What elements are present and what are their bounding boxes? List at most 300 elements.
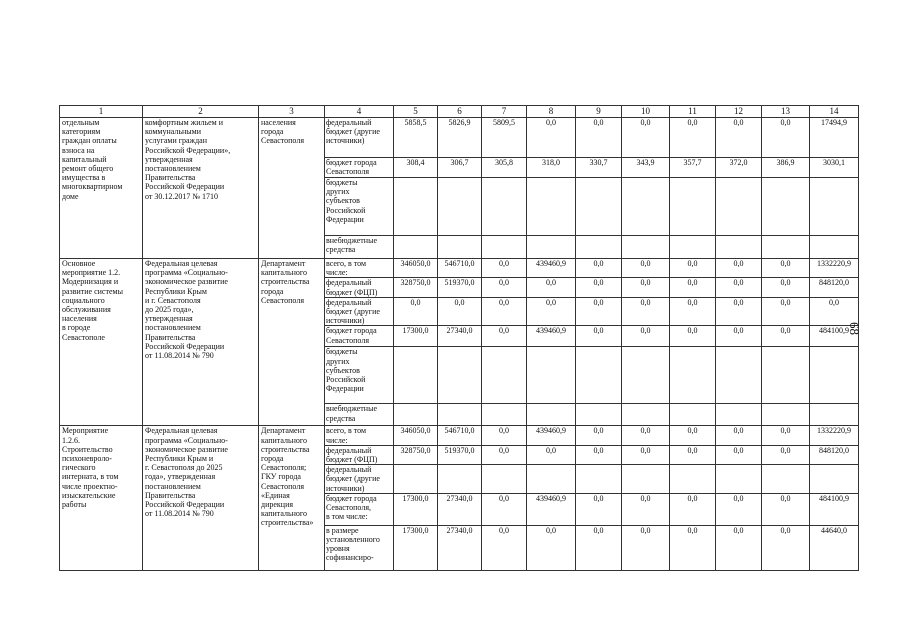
text-line: Российской Федерации <box>145 182 225 192</box>
amount-cell: 0,0 <box>482 297 527 326</box>
table-row <box>60 118 859 158</box>
amount-cell: 328750,0 <box>394 278 438 297</box>
amount-cell <box>716 236 762 259</box>
text-line: коммунальными <box>145 127 201 137</box>
text-line: других <box>326 356 350 366</box>
header-cell: 6 <box>438 106 482 118</box>
amount-cell: 0,0 <box>762 278 810 297</box>
text-line: в том числе: <box>326 512 368 522</box>
text-line: установленного <box>326 535 380 545</box>
text-line: гического <box>62 463 96 473</box>
text-line: постановлением <box>145 323 201 333</box>
funding-source-cell <box>325 236 394 259</box>
table-row <box>60 426 859 445</box>
header-cell: 8 <box>527 106 576 118</box>
amount-cell: 386,9 <box>762 158 810 178</box>
amount-cell <box>482 404 527 426</box>
text-line: Федеральная целевая <box>145 426 218 436</box>
amount-cell <box>810 465 859 494</box>
header-cell: 10 <box>622 106 670 118</box>
text-line: дирекция <box>261 500 294 510</box>
amount-cell <box>576 236 622 259</box>
text-line: до 2025 года», <box>145 305 194 315</box>
text-line: города <box>261 286 284 296</box>
amount-cell: 0,0 <box>716 445 762 464</box>
amount-cell: 44640,0 <box>810 525 859 570</box>
text-line: граждан оплаты <box>62 136 117 146</box>
amount-cell: 439460,9 <box>527 326 576 347</box>
amount-cell <box>622 236 670 259</box>
text-line: от 30.12.2017 № 1710 <box>145 191 219 201</box>
executor-cell <box>259 118 325 259</box>
amount-cell: 0,0 <box>670 278 716 297</box>
text-line: капитального <box>261 509 307 519</box>
text-line: в городе <box>62 323 91 333</box>
amount-cell: 439460,9 <box>527 493 576 525</box>
amount-cell: 439460,9 <box>527 426 576 445</box>
header-cell: 14 <box>810 106 859 118</box>
amount-cell: 0,0 <box>762 297 810 326</box>
text-line: бюджет (другие <box>326 474 380 484</box>
text-line: программа «Социально- <box>145 435 228 445</box>
amount-cell <box>622 465 670 494</box>
amount-cell <box>622 404 670 426</box>
amount-cell <box>716 404 762 426</box>
text-line: Федерации <box>326 214 364 224</box>
amount-cell: 0,0 <box>670 259 716 278</box>
page-number: 68 <box>847 322 862 335</box>
amount-cell <box>716 178 762 236</box>
text-line: Российской Федерации <box>145 500 225 510</box>
funding-source-cell <box>325 158 394 178</box>
amount-cell: 0,0 <box>762 259 810 278</box>
text-line: Российской Федерации <box>145 341 225 351</box>
amount-cell: 0,0 <box>482 259 527 278</box>
amount-cell: 0,0 <box>670 445 716 464</box>
amount-cell: 0,0 <box>810 297 859 326</box>
text-line: 1.2.6. <box>62 435 80 445</box>
text-line: бюджет города <box>326 326 377 336</box>
amount-cell <box>670 404 716 426</box>
amount-cell: 0,0 <box>622 259 670 278</box>
amount-cell: 0,0 <box>576 259 622 278</box>
funding-source-cell <box>325 465 394 494</box>
amount-cell <box>762 178 810 236</box>
amount-cell: 0,0 <box>482 426 527 445</box>
amount-cell: 546710,0 <box>438 426 482 445</box>
amount-cell: 0,0 <box>482 445 527 464</box>
text-line: бюджет города <box>326 158 377 167</box>
amount-cell: 0,0 <box>527 278 576 297</box>
amount-cell: 0,0 <box>716 297 762 326</box>
funding-source-cell <box>325 118 394 158</box>
amount-cell: 0,0 <box>576 326 622 347</box>
program-name-cell <box>60 259 143 426</box>
amount-cell: 0,0 <box>527 525 576 570</box>
text-line: «Единая <box>261 490 290 500</box>
funding-source-cell <box>325 404 394 426</box>
amount-cell: 372,0 <box>716 158 762 178</box>
amount-cell <box>482 236 527 259</box>
amount-cell <box>762 465 810 494</box>
amount-cell <box>810 404 859 426</box>
amount-cell <box>762 404 810 426</box>
amount-cell <box>394 404 438 426</box>
text-line: утвержденная <box>145 154 193 164</box>
text-line: числе: <box>326 435 348 445</box>
amount-cell <box>394 465 438 494</box>
text-line: средства <box>326 413 356 423</box>
header-cell: 11 <box>670 106 716 118</box>
amount-cell: 328750,0 <box>394 445 438 464</box>
amount-cell <box>394 236 438 259</box>
amount-cell: 0,0 <box>670 493 716 525</box>
amount-cell <box>438 236 482 259</box>
amount-cell: 0,0 <box>716 278 762 297</box>
text-line: субъектов <box>326 196 360 206</box>
amount-cell: 0,0 <box>482 493 527 525</box>
amount-cell <box>527 465 576 494</box>
text-line: субъектов <box>326 365 360 375</box>
header-cell: 13 <box>762 106 810 118</box>
amount-cell <box>810 236 859 259</box>
amount-cell: 0,0 <box>576 297 622 326</box>
amount-cell: 0,0 <box>716 493 762 525</box>
text-line: в размере <box>326 525 359 535</box>
text-line: экономическое развитие <box>145 277 228 287</box>
text-line: социального <box>62 295 105 305</box>
text-line: Севастополя <box>326 335 369 345</box>
table-body <box>60 106 859 571</box>
text-line: услугами граждан <box>145 136 207 146</box>
amount-cell: 17300,0 <box>394 326 438 347</box>
amount-cell: 0,0 <box>527 118 576 158</box>
table-row <box>60 259 859 278</box>
text-line: бюджет (другие <box>326 127 380 137</box>
amount-cell <box>394 347 438 404</box>
header-cell: 7 <box>482 106 527 118</box>
amount-cell: 5858,5 <box>394 118 438 158</box>
amount-cell: 27340,0 <box>438 326 482 347</box>
amount-cell: 0,0 <box>762 493 810 525</box>
text-line: федеральный <box>326 297 372 307</box>
legal-basis-cell <box>143 259 259 426</box>
text-line: бюджет (ФЦП) <box>326 287 378 297</box>
amount-cell: 3030,1 <box>810 158 859 178</box>
amount-cell: 27340,0 <box>438 493 482 525</box>
text-line: капитального <box>261 268 307 278</box>
text-line: работы <box>62 500 87 510</box>
text-line: бюджеты <box>326 347 358 357</box>
amount-cell <box>576 465 622 494</box>
funding-source-cell <box>325 445 394 464</box>
text-line: внебюджетные <box>326 236 377 245</box>
text-line: категориям <box>62 127 101 137</box>
text-line: источники) <box>326 483 365 493</box>
amount-cell: 848120,0 <box>810 278 859 297</box>
text-line: Мероприятие <box>62 426 109 436</box>
amount-cell <box>527 236 576 259</box>
amount-cell: 0,0 <box>670 525 716 570</box>
funding-source-cell <box>325 297 394 326</box>
amount-cell <box>670 347 716 404</box>
amount-cell: 308,4 <box>394 158 438 178</box>
executor-cell <box>259 426 325 570</box>
text-line: Правительства <box>145 173 196 183</box>
header-row <box>60 106 859 118</box>
amount-cell: 0,0 <box>670 118 716 158</box>
text-line: многоквартирном <box>62 182 123 192</box>
amount-cell: 0,0 <box>482 326 527 347</box>
amount-cell: 0,0 <box>622 493 670 525</box>
amount-cell: 0,0 <box>482 278 527 297</box>
amount-cell: 0,0 <box>576 118 622 158</box>
amount-cell <box>716 465 762 494</box>
text-line: средства <box>326 245 356 255</box>
amount-cell: 439460,9 <box>527 259 576 278</box>
amount-cell: 5809,5 <box>482 118 527 158</box>
legal-basis-cell <box>143 118 259 259</box>
amount-cell: 306,7 <box>438 158 482 178</box>
amount-cell: 330,7 <box>576 158 622 178</box>
amount-cell <box>482 347 527 404</box>
amount-cell <box>810 178 859 236</box>
header-cell: 3 <box>259 106 325 118</box>
amount-cell: 0,0 <box>622 278 670 297</box>
amount-cell: 0,0 <box>622 426 670 445</box>
amount-cell: 1332220,9 <box>810 426 859 445</box>
amount-cell: 305,8 <box>482 158 527 178</box>
text-line: комфортным жильем и <box>145 118 224 127</box>
amount-cell: 0,0 <box>716 259 762 278</box>
text-line: бюджеты <box>326 178 358 187</box>
funding-source-cell <box>325 493 394 525</box>
amount-cell: 0,0 <box>716 118 762 158</box>
amount-cell <box>762 236 810 259</box>
text-line: бюджет (ФЦП) <box>326 455 378 465</box>
text-line: населения <box>261 118 296 127</box>
header-cell: 2 <box>143 106 259 118</box>
amount-cell <box>438 347 482 404</box>
text-line: Севастополя <box>261 295 304 305</box>
text-line: ГКУ города <box>261 472 301 482</box>
amount-cell <box>576 178 622 236</box>
amount-cell: 484100,9 <box>810 493 859 525</box>
text-line: Севастополя, <box>326 503 371 513</box>
text-line: ремонт общего <box>62 164 114 174</box>
text-line: развитие системы <box>62 286 123 296</box>
amount-cell: 0,0 <box>670 426 716 445</box>
header-cell: 1 <box>60 106 143 118</box>
text-line: Федерации <box>326 384 364 394</box>
text-line: числе: <box>326 268 348 278</box>
text-line: обслуживания <box>62 305 111 315</box>
amount-cell <box>438 404 482 426</box>
header-cell: 12 <box>716 106 762 118</box>
amount-cell: 0,0 <box>716 426 762 445</box>
text-line: Департамент <box>261 426 306 436</box>
amount-cell: 0,0 <box>438 297 482 326</box>
text-line: числе проектно- <box>62 481 118 491</box>
amount-cell <box>394 178 438 236</box>
amount-cell: 0,0 <box>670 297 716 326</box>
text-line: экономическое развитие <box>145 444 228 454</box>
amount-cell: 27340,0 <box>438 525 482 570</box>
text-line: психоневроло- <box>62 454 112 464</box>
text-line: интерната, в том <box>62 472 119 482</box>
text-line: строительства <box>261 277 310 287</box>
amount-cell: 0,0 <box>576 426 622 445</box>
text-line: Федеральная целевая <box>145 259 218 268</box>
amount-cell: 5826,9 <box>438 118 482 158</box>
amount-cell <box>670 465 716 494</box>
text-line: Строительство <box>62 444 113 454</box>
legal-basis-cell <box>143 426 259 570</box>
amount-cell: 0,0 <box>622 525 670 570</box>
amount-cell: 17494,9 <box>810 118 859 158</box>
funding-source-cell <box>325 278 394 297</box>
text-line: федеральный <box>326 118 372 127</box>
text-line: взноса на <box>62 145 95 155</box>
amount-cell <box>527 347 576 404</box>
amount-cell: 546710,0 <box>438 259 482 278</box>
text-line: от 11.08.2014 № 790 <box>145 509 214 519</box>
amount-cell <box>810 347 859 404</box>
text-line: Модернизация и <box>62 277 119 287</box>
amount-cell: 0,0 <box>762 445 810 464</box>
amount-cell <box>670 236 716 259</box>
amount-cell: 318,0 <box>527 158 576 178</box>
budget-table <box>59 105 859 571</box>
text-line: всего, в том <box>326 259 367 268</box>
amount-cell <box>670 178 716 236</box>
amount-cell: 0,0 <box>762 326 810 347</box>
header-cell: 9 <box>576 106 622 118</box>
text-line: от 11.08.2014 № 790 <box>145 351 214 361</box>
amount-cell <box>622 347 670 404</box>
text-line: программа «Социально- <box>145 268 228 278</box>
funding-source-cell <box>325 426 394 445</box>
amount-cell <box>576 347 622 404</box>
text-line: Российской <box>326 375 366 385</box>
text-line: Севастополя <box>326 167 369 177</box>
text-line: Российской <box>326 205 366 215</box>
funding-source-cell <box>325 347 394 404</box>
amount-cell <box>527 178 576 236</box>
text-line: бюджет города <box>326 493 377 503</box>
amount-cell: 0,0 <box>762 426 810 445</box>
text-line: Республики Крым <box>145 286 207 296</box>
program-name-cell <box>60 118 143 259</box>
amount-cell: 346050,0 <box>394 426 438 445</box>
text-line: и г. Севастополя <box>145 295 201 305</box>
text-line: Правительства <box>145 490 196 500</box>
text-line: постановлением <box>145 481 201 491</box>
amount-cell: 0,0 <box>622 118 670 158</box>
amount-cell <box>576 404 622 426</box>
text-line: Департамент <box>261 259 306 268</box>
text-line: всего, в том <box>326 426 367 436</box>
text-line: мероприятие 1.2. <box>62 268 121 278</box>
text-line: уровня <box>326 544 350 554</box>
text-line: строительства» <box>261 518 314 528</box>
text-line: строительства <box>261 444 310 454</box>
text-line: Российской Федерации», <box>145 145 231 155</box>
text-line: г. Севастополя до 2025 <box>145 463 223 473</box>
amount-cell: 343,9 <box>622 158 670 178</box>
text-line: бюджет (другие <box>326 307 380 317</box>
text-line: Севастополе <box>62 332 105 342</box>
funding-source-cell <box>325 326 394 347</box>
amount-cell: 0,0 <box>762 118 810 158</box>
amount-cell: 17300,0 <box>394 493 438 525</box>
text-line: капитального <box>261 435 307 445</box>
amount-cell: 0,0 <box>762 525 810 570</box>
text-line: города <box>261 454 284 464</box>
text-line: федеральный <box>326 278 372 288</box>
text-line: софинансиро- <box>326 553 374 563</box>
text-line: Севастополя <box>261 481 304 491</box>
text-line: города <box>261 127 284 137</box>
amount-cell <box>762 347 810 404</box>
text-line: года», утвержденная <box>145 472 216 482</box>
amount-cell: 0,0 <box>622 326 670 347</box>
text-line: Основное <box>62 259 96 268</box>
amount-cell: 0,0 <box>716 525 762 570</box>
amount-cell: 0,0 <box>576 278 622 297</box>
amount-cell: 0,0 <box>716 326 762 347</box>
amount-cell: 0,0 <box>482 525 527 570</box>
text-line: Севастополя <box>261 136 304 146</box>
amount-cell: 0,0 <box>670 326 716 347</box>
amount-cell: 17300,0 <box>394 525 438 570</box>
text-line: Республики Крым и <box>145 454 214 464</box>
amount-cell: 0,0 <box>527 445 576 464</box>
amount-cell: 0,0 <box>622 445 670 464</box>
text-line: источники) <box>326 316 365 326</box>
amount-cell: 1332220,9 <box>810 259 859 278</box>
text-line: утвержденная <box>145 314 193 324</box>
amount-cell <box>482 465 527 494</box>
amount-cell: 0,0 <box>576 525 622 570</box>
amount-cell <box>438 178 482 236</box>
text-line: федеральный <box>326 445 372 455</box>
amount-cell <box>527 404 576 426</box>
amount-cell: 0,0 <box>576 493 622 525</box>
amount-cell: 0,0 <box>527 297 576 326</box>
executor-cell <box>259 259 325 426</box>
text-line: источники) <box>326 136 365 146</box>
amount-cell: 0,0 <box>622 297 670 326</box>
funding-source-cell <box>325 178 394 236</box>
funding-source-cell <box>325 259 394 278</box>
header-cell: 5 <box>394 106 438 118</box>
text-line: имущества в <box>62 173 106 183</box>
funding-source-cell <box>325 525 394 570</box>
amount-cell <box>716 347 762 404</box>
amount-cell: 0,0 <box>576 445 622 464</box>
text-line: постановлением <box>145 164 201 174</box>
text-line: изыскательские <box>62 490 116 500</box>
amount-cell <box>622 178 670 236</box>
amount-cell: 519370,0 <box>438 445 482 464</box>
amount-cell <box>438 465 482 494</box>
text-line: капитальный <box>62 154 107 164</box>
amount-cell: 357,7 <box>670 158 716 178</box>
text-line: Севастополя; <box>261 463 307 473</box>
amount-cell: 484100,9 <box>810 326 859 347</box>
text-line: внебюджетные <box>326 404 377 414</box>
